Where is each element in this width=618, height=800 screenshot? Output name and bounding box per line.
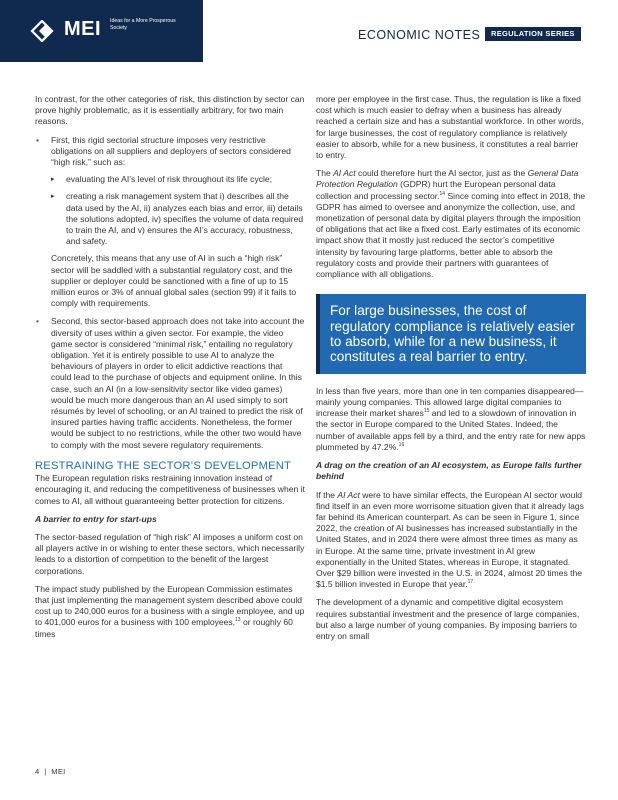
text-run: and led to a slowdown of innovation in the sector in Europe compared to the United States. Indeed, the number of available apps fell by a third, and the entry rate for new apps plummeted by 47.2%. — [316, 408, 586, 452]
text-run: or roughly 60 times — [35, 617, 293, 639]
text-run: In less than five years, more than one in ten companies disappeared—mainly young companies. This allowed large digital companies to increase their market shares — [316, 385, 584, 419]
text-run: The impact study published by the European Commission estimates that just implementing the management system described above could cost up to 240,000 euros for a business with a single employee, and up to 401,000 euros for a business with 100 employees, — [35, 583, 305, 628]
paragraph — [316, 490, 586, 591]
italic-gdpr-name: General Data Protection Regulation — [316, 168, 579, 190]
footnote-ref: 14 — [439, 190, 446, 197]
mei-logo-icon — [30, 20, 60, 42]
italic-act-name: AI Act — [337, 489, 360, 500]
footnote-ref: 16 — [398, 441, 405, 448]
bullet-text: Concretely, this means that any use of AI in such a “high risk” sector will be saddled with a substantial regulatory cost, and the supplier or deployer could be sanctioned with a fine of up to 15 million euros or 3% of annual global sales (section 99) if it fails to comply with requirements. — [51, 253, 297, 309]
text-run: If the — [316, 489, 338, 500]
list-item — [35, 135, 305, 310]
text-run: The — [316, 168, 334, 179]
section-heading: RESTRAINING THE SECTOR’S DEVELOPMENT — [35, 459, 292, 472]
sub-list — [51, 174, 305, 247]
footer-org: MEI — [51, 767, 66, 776]
footer-separator: | — [44, 767, 47, 776]
left-column — [35, 94, 305, 647]
logo-text: MEI — [64, 18, 102, 40]
text-run: (GDPR) hurt the European personal data collection and processing sector. — [316, 179, 556, 201]
paragraph: more per employee in the first case. Thus, the regulation is like a fixed cost which is much easier to defray when a business has already reached a certain size and has a substantial workforce. In other words, for large businesses, the cost of regulatory compliance is relatively easier to absorb, while for a new business, it constitutes a real barrier to entry. — [316, 94, 584, 161]
paragraph: The sector-based regulation of “high risk” AI imposes a uniform cost on all players active in or wishing to enter these sectors, which necessarily leads to a distortion of competition to the benefit of the largest corporations. — [35, 531, 305, 576]
list-item — [35, 316, 305, 450]
footnote-ref: 15 — [423, 408, 430, 415]
logo-block — [0, 0, 203, 62]
text-run: were to have similar effects, the European AI sector would find itself in an even more worrisome situation given that it already lags far behind its American counterpart. As can be seen in Figure 1, since 2022, the creation of AI businesses has increased substantially in the United States, and in 2024 there were almost three times as many as in Europe. At the same time, private investment in AI grew exponentially in the United States, whereas in Europe, it stagnated. Over $29 billion were invested in the U.S. in 2024, almost 20 times the $1.5 billion invested in Europe that year. — [316, 489, 584, 590]
pull-quote: For large businesses, the cost of regulatory compliance is relatively easier to absorb, while for a new business, it constitutes a real barrier to entry. — [316, 294, 586, 374]
paragraph — [316, 386, 586, 453]
bullet-list — [35, 135, 305, 451]
paragraph — [316, 168, 586, 280]
sub-list-item: ▸ creating a risk management system that i) describes all the data used by the AI, ii) analyzes each bias and error, iii) details the solutions adopted, iv) specifies the volume of data required to train the AI, and v) ensures the AI’s accuracy, robustness, and safety. — [51, 191, 305, 247]
paragraph — [35, 584, 305, 640]
footnote-ref: 17 — [467, 579, 474, 586]
sub-list-item: ▸ evaluating the AI’s level of risk throughout its life cycle; — [51, 174, 305, 185]
text-run: could therefore hurt the AI sector, just as the — [355, 168, 528, 179]
page-number: 4 — [35, 767, 40, 776]
logo-tagline: Ideas for a More Prosperous Society — [110, 18, 176, 31]
right-column — [316, 94, 586, 649]
page-footer — [35, 767, 66, 776]
subheading: A drag on the creation of an AI ecosystem, as Europe falls further behind — [316, 460, 582, 482]
bullet-text: • Second, this sector-based approach does not take into account the diversity of uses within a given sector. For example, the video game sector is considered “minimal risk,” entailing no regulatory obligation. Yet it is entirely possible to use AI to analyze the behaviours of players in order to elicit addictive reactions that could lead to the purchase of objects and equipment online. In this case, such an AI (in a low-sensitivity sector like video games) would be much more dangerous than an AI used simply to sort résumés by level of schooling, or an AI trained to predict the risk of insured parties having traffic accidents. Nonetheless, the former would be subject to no restrictions, while the other two would have to comply with the most severe regulatory requirements. — [51, 316, 305, 450]
publication-title: ECONOMIC NOTES — [358, 28, 481, 42]
paragraph: In contrast, for the other categories of risk, this distinction by sector can prove highly problematic, as it is essentially arbitrary, for two main reasons. — [35, 94, 305, 127]
subheading: A barrier to entry for start-ups — [35, 513, 157, 524]
italic-act-name: AI Act — [333, 168, 356, 179]
series-badge: REGULATION SERIES — [485, 27, 581, 41]
page-header — [0, 0, 618, 62]
footnote-ref: 13 — [235, 617, 241, 624]
bullet-text: • First, this rigid sectorial structure imposes very restrictive obligations on all suppliers and deployers of sectors considered “high risk,” such as: — [51, 134, 291, 168]
paragraph: The European regulation risks restraining innovation instead of encouraging it, and reducing the competitiveness of businesses when it comes to AI, all without guaranteeing better protection for citizens. — [35, 473, 305, 506]
text-run: Since coming into effect in 2018, the GDPR has aimed to oversee and anonymize the collection, use, and monetization of personal data by digital players through the imposition of obligations that act like a fixed cost. Early estimates of its economic impact show that it mostly just reduced the sector’s competitive intensity by favouring large platforms, better able to absorb the regulatory costs and provide their partners with guarantees of compliance with all obligations. — [316, 190, 586, 280]
paragraph: The development of a dynamic and competitive digital ecosystem requires substantial investment and the presence of large companies, but also a large number of young companies. By imposing barriers to entry on small — [316, 597, 580, 641]
